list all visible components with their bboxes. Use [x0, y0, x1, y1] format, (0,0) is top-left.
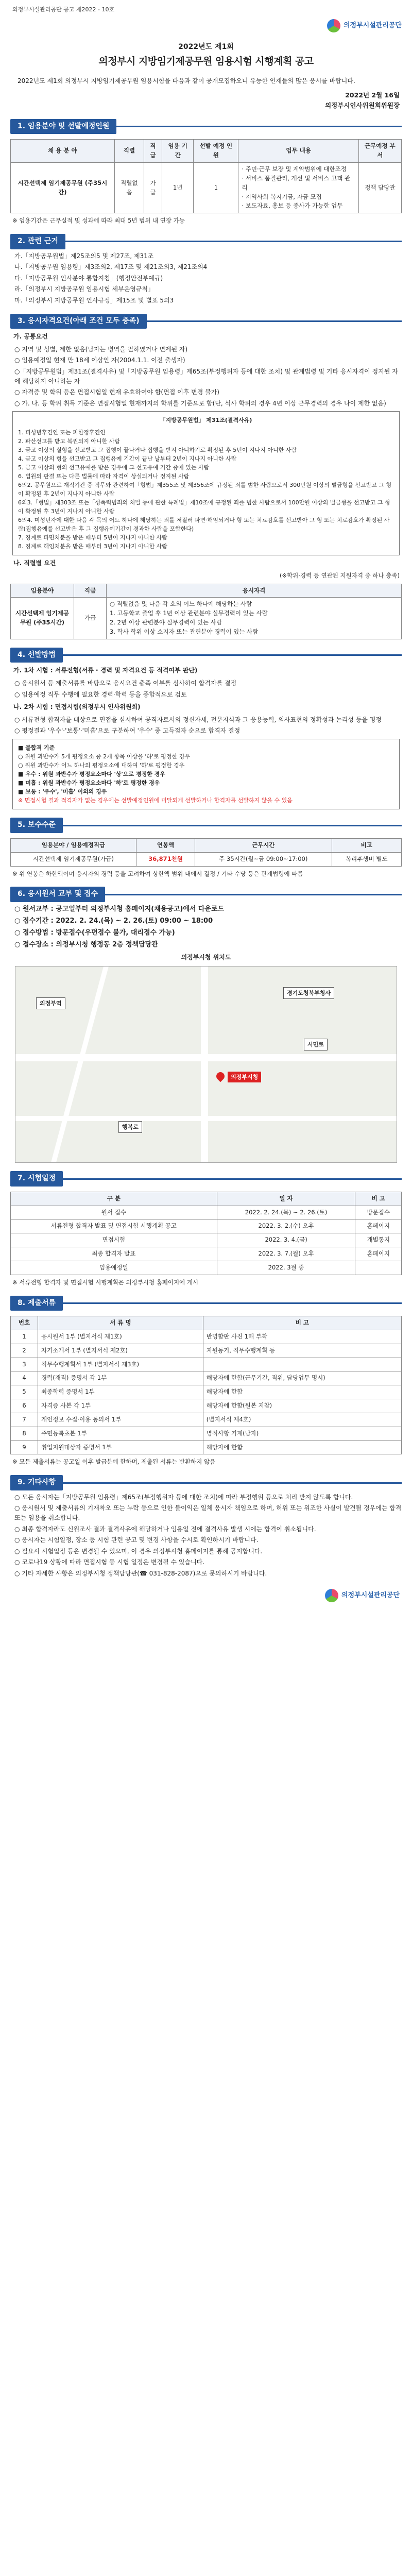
step2-list — [10, 715, 402, 736]
table-cell: (별지서식 제4호) — [203, 1413, 401, 1427]
common-requirements-list — [10, 345, 402, 409]
table-cell: 자격증 사본 각 1부 — [38, 1399, 203, 1413]
org-name: 의정부시설관리공단 — [343, 21, 402, 29]
list-item: ○ 위원 과반수가 5개 평정요소 중 2개 항목 이상을 '하'로 평정한 경우 — [18, 753, 190, 760]
list-item: ○ 원서교부 : 공고일부터 의정부시청 홈페이지(채용공고)에서 다운로드 — [14, 905, 225, 913]
table-cell: 2022. 2. 24.(목) ~ 2. 26.(토) — [217, 1206, 355, 1219]
table-cell: 6 — [11, 1399, 38, 1413]
table-header: 비고 — [332, 838, 401, 852]
list-item: 5. 금고 이상의 형의 선고유예를 받은 경우에 그 선고유예 기간 중에 있는 사람 — [18, 464, 210, 471]
table-cell: 2 — [11, 1344, 38, 1358]
notice-page — [10, 0, 402, 1602]
table-row — [11, 852, 402, 866]
title-sub: 2022년도 제1회 — [178, 43, 234, 52]
location-pin-icon — [215, 1071, 227, 1082]
map-label: 시민로 — [304, 1039, 328, 1050]
table-cell: 2022. 3. 4.(금) — [217, 1233, 355, 1247]
legal-basis-list — [10, 251, 402, 306]
table-cell — [355, 1261, 402, 1275]
table-cell: 개별통지 — [355, 1233, 402, 1247]
table-cell: 취업지원대상자 증명서 1부 — [38, 1440, 203, 1454]
table-row — [11, 1247, 402, 1261]
table-cell: 홈페이지 — [355, 1219, 402, 1233]
notice-number: 의정부시설관리공단 공고 제2022 - 10호 — [12, 6, 115, 13]
table-row — [11, 1427, 402, 1440]
table-row — [11, 1233, 402, 1247]
documents-table — [10, 1316, 402, 1454]
list-item: ○ 자격증 및 학위 등은 면접시험일 현재 유효하여야 함(면접 이후 변경 불가) — [14, 388, 219, 396]
table-row — [11, 1330, 402, 1344]
list-item: ○ 기타 자세한 사항은 의정부시청 정책담당관(☎ 031-828-2087)으로 문의하시기 바랍니다. — [14, 1570, 267, 1578]
table-cell: 자기소개서 1부 (별지서식 제2호) — [38, 1344, 203, 1358]
section-note: (※학위·경력 등 연관된 지원자격 중 하나 충족) — [279, 571, 400, 579]
list-item: 마.「의정부시 지방공무원 인사규정」제15조 및 별표 5의3 — [14, 297, 174, 304]
list-item: ※ 면접시험 결과 적격자가 없는 경우에는 선발예정인원에 미달되게 선발하거나 합격자를 선발하지 않을 수 있음 — [18, 797, 293, 804]
application-list — [10, 904, 402, 951]
table-cell: 2022. 3. 2.(수) 오후 — [217, 1219, 355, 1233]
table-header: 채 용 분 야 — [11, 140, 115, 163]
table-header: 비 고 — [355, 1192, 402, 1206]
table-header-row — [11, 584, 402, 598]
table-cell: 주 35시간(월~금 09:00~17:00) — [195, 852, 332, 866]
section-title: 5. 보수수준 — [10, 818, 63, 833]
subsection-title: 나. 2차 시험 : 면접시험(의정부시 인사위원회) — [13, 703, 141, 711]
table-row — [11, 1206, 402, 1219]
table-cell: 면접시험 — [11, 1233, 217, 1247]
list-item: ■ 미흡 : 위원 과반수가 평정요소마다 '하'로 평정한 경우 — [18, 779, 160, 787]
list-item: ○ 응시원서 및 제출서류의 기재착오 또는 누락 등으로 인한 불이익은 일체 응시자 책임으로 하며, 허위 또는 위조한 사실이 발견될 경우에는 합격 또는 임용을 취소합니다. — [14, 1504, 402, 1522]
table-cell: 해당자에 한함 — [203, 1440, 401, 1454]
list-item: 6. 법원의 판결 또는 다른 법률에 따라 자격이 상실되거나 정지된 사람 — [18, 472, 190, 480]
issuer: 의정부시인사위원회위원장 — [325, 101, 400, 109]
org-logo — [327, 19, 402, 32]
table-cell: 홈페이지 — [355, 1247, 402, 1261]
table-header: 직렬 — [114, 140, 144, 163]
list-item: ○ 접수기간 : 2022. 2. 24.(목) ~ 2. 26.(토) 09:00 ~ 18:00 — [14, 917, 213, 925]
section-1-header — [10, 119, 402, 134]
table-header: 직급 — [74, 584, 107, 598]
table-header: 임용분야 / 임용예정직급 — [11, 838, 136, 852]
section-title: 7. 시험일정 — [10, 1171, 63, 1187]
section-4-header — [10, 648, 402, 663]
section-title: 1. 임용분야 및 선발예정인원 — [10, 119, 116, 134]
table-cell: 정책 담당관 — [358, 163, 401, 213]
list-item: ○ 코로나19 상황에 따라 면접시험 등 시험 일정은 변경될 수 있습니다. — [14, 1558, 205, 1566]
location-map — [15, 966, 397, 1163]
section-6-header — [10, 887, 402, 902]
table-header-row — [11, 140, 402, 163]
list-item: ○ 임용예정 직무 수행에 필요한 경력·학력 등을 종합적으로 검토 — [14, 690, 187, 698]
box-title: 「지방공무원법」 제31조(결격사유) — [160, 417, 252, 424]
table-cell: 1 — [194, 163, 238, 213]
table-header-row — [11, 838, 402, 852]
list-item: ○ 평정결과 '우수'·'보통'·'미흡'으로 구분하여 '우수' 중 고득점자 순으로 합격자 결정 — [14, 727, 241, 735]
table-row — [11, 1371, 402, 1385]
list-item: ○ 최종 합격자라도 신원조사 결과 결격사유에 해당하거나 임용일 전에 결격사유 발생 시에는 합격이 취소됩니다. — [14, 1525, 316, 1533]
table-header-row — [11, 1192, 402, 1206]
list-item: 4. 금고 이상의 형을 선고받고 그 집행유예 기간이 끝난 날부터 2년이 지나지 아니한 사람 — [18, 455, 237, 462]
table-cell: 시간선택제 임기제공무원 (주35시간) — [11, 163, 115, 213]
section-9-header — [10, 1475, 402, 1490]
table-cell: 반명함판 사진 1매 부착 — [203, 1330, 401, 1344]
table-header: 근무시간 — [195, 838, 332, 852]
list-item: ○ 접수방법 : 방문접수(우편접수 불가, 대리접수 가능) — [14, 929, 175, 937]
section-7-header — [10, 1171, 402, 1187]
table-header: 직급 — [144, 140, 162, 163]
section-note: ※ 위 연봉은 하한액이며 응시자의 경력 등을 고려하여 상한액 범위 내에서 결정 / 기타 수당 등은 관계법령에 따름 — [12, 870, 303, 877]
table-header: 구 분 — [11, 1192, 217, 1206]
section-title: 6. 응시원서 교부 및 접수 — [10, 887, 105, 902]
map-road — [201, 967, 208, 1162]
table-cell: 시간선택제 임기제공무원 (주35시간) — [11, 598, 74, 639]
list-item: ○ 서류전형 합격자를 대상으로 면접을 실시하여 공직자로서의 정신자세, 전문지식과 그 응용능력, 의사표현의 정확성과 논리성 등을 평정 — [14, 716, 382, 723]
map-road — [15, 1116, 397, 1121]
requirements-table — [10, 584, 402, 639]
list-item: ○ 모든 응시자는「지방공무원 임용령」제65조(부정행위자 등에 대한 조치)에 따라 부정행위 등으로 처리 받지 않도록 합니다. — [14, 1493, 353, 1501]
list-item: 가.「지방공무원법」제25조의5 및 제27조, 제31조 — [14, 252, 154, 260]
subsection-title: 가. 1차 시험 : 서류전형(서류 · 경력 및 자격요건 등 적격여부 판단) — [13, 667, 198, 674]
date-org — [10, 90, 400, 111]
table-header: 근무예정 부서 — [358, 140, 401, 163]
table-cell: 직렬없음 — [114, 163, 144, 213]
footer-org-name: 의정부시설관리공단 — [341, 1591, 400, 1599]
table-cell: 원서 접수 — [11, 1206, 217, 1219]
table-cell: 1년 — [162, 163, 194, 213]
section-3-header — [10, 314, 402, 329]
table-row — [11, 1344, 402, 1358]
table-header: 업무 내용 — [238, 140, 358, 163]
intro-text: 2022년도 제1회 의정부시 지방임기제공무원 임용시험을 다음과 같이 공개모집하오니 유능한 인재들의 많은 응시를 바랍니다. — [18, 77, 355, 85]
table-cell: 해당자에 한함(원본 지참) — [203, 1399, 401, 1413]
table-row — [11, 1385, 402, 1399]
salary-table — [10, 838, 402, 867]
table-cell: ○ 직렬없음 및 다음 각 호의 어느 하나에 해당하는 사람 1. 고등학교 졸업 후 1년 이상 관련분야 실무경력이 있는 사람 2. 2년 이상 관련분야 실무경력이 있는 사람 3. 학사 학위 이상 소지자 또는 관련분야 경력이 있는 사람 — [107, 598, 402, 639]
table-row — [11, 1358, 402, 1371]
table-header: 비 고 — [203, 1316, 401, 1330]
table-cell: 최종 합격자 발표 — [11, 1247, 217, 1261]
org-logo-icon — [327, 19, 340, 32]
list-item: 7. 징계로 파면처분을 받은 때부터 5년이 지나지 아니한 사람 — [18, 534, 167, 541]
table-header: 응시자격 — [107, 584, 402, 598]
list-item: ○ 필요시 시험일정 등은 변경될 수 있으며, 이 경우 의정부시청 홈페이지를 통해 공지합니다. — [14, 1547, 263, 1555]
list-item: ○ 접수장소 : 의정부시청 행정동 2층 정책담당관 — [14, 941, 158, 949]
schedule-table — [10, 1192, 402, 1275]
table-cell: 개인정보 수집·이용 동의서 1부 — [38, 1413, 203, 1427]
table-cell: 응시원서 1부 (별지서식 제1호) — [38, 1330, 203, 1344]
section-title: 8. 제출서류 — [10, 1296, 63, 1311]
table-cell: 최종학력 증명서 1부 — [38, 1385, 203, 1399]
table-cell: 복리후생비 별도 — [332, 852, 401, 866]
map-marker-label: 의정부시청 — [228, 1072, 261, 1082]
section-note: ※ 서류전형 합격자 및 면접시험 시행계획은 의정부시청 홈페이지에 게시 — [12, 1278, 199, 1286]
table-header: 서 류 명 — [38, 1316, 203, 1330]
list-item: 나.「지방공무원 임용령」제3조의2, 제17조 및 제21조의3, 제21조의4 — [14, 263, 208, 271]
table-cell: 2022. 3월 중 — [217, 1261, 355, 1275]
section-title: 4. 선발방법 — [10, 648, 63, 663]
list-item: 2. 파산선고를 받고 복권되지 아니한 사람 — [18, 437, 120, 445]
table-cell: 직무수행계획서 1부 (별지서식 제3호) — [38, 1358, 203, 1371]
header — [10, 19, 402, 32]
table-header: 연봉액 — [136, 838, 195, 852]
section-2-header — [10, 234, 402, 249]
page-title: 의정부시 지방임기제공무원 임용시험 시행계획 공고 — [98, 55, 314, 67]
table-cell: · 주민·근무 보장 및 계약범위에 대한조정 · 서비스 품질관리, 개선 및 서비스 고객 관리 · 지역사회 복지기금, 자금 모집 · 보도자료, 홍보 등 종사가 가능한 업무 — [238, 163, 358, 213]
table-row — [11, 1219, 402, 1233]
map-label: 의정부역 — [36, 997, 65, 1009]
list-item: ○ 임용예정일 현재 만 18세 이상인 자(2004.1.1. 이전 출생자) — [14, 357, 185, 364]
table-row — [11, 1440, 402, 1454]
list-item: 다.「지방공무원 인사분야 통합지침」(행정안전부예규) — [14, 274, 163, 282]
table-cell: 4 — [11, 1371, 38, 1385]
table-cell: 7 — [11, 1413, 38, 1427]
table-header: 일 자 — [217, 1192, 355, 1206]
step1-list — [10, 679, 402, 699]
list-item: ○ 가. 나. 등 학위 취득 기준은 면접시험일 현재까지의 학위를 기준으로 함(단, 석사 학위의 경우 4년 이상 근무경력의 경우 나이 제한 없음) — [14, 399, 386, 407]
section-title: 2. 관련 근거 — [10, 234, 65, 249]
list-item: 1. 피성년후견인 또는 피한정후견인 — [18, 429, 106, 436]
list-item: ○ 응시자는 시험일정, 장소 등 시험 관련 공고 및 변경 사항을 수시로 확인하시기 바랍니다. — [14, 1536, 259, 1544]
positions-table — [10, 139, 402, 213]
list-item: ○ 위원 과반수가 어느 하나의 평정요소에 대하여 '하'로 평정한 경우 — [18, 761, 185, 769]
table-cell: 시간선택제 임기제공무원(가급) — [11, 852, 136, 866]
table-row — [11, 1261, 402, 1275]
table-cell: 가급 — [144, 163, 162, 213]
title-block — [10, 42, 402, 69]
table-cell — [203, 1358, 401, 1371]
list-item: 6의3.「형법」제303조 또는「성폭력범죄의 처벌 등에 관한 특례법」제10조에 규정된 죄를 범한 사람으로서 100만원 이상의 벌금형을 선고받고 그 형이 확정된 후 3년이 지나지 아니한 사람 — [18, 499, 390, 515]
org-logo-icon — [325, 1589, 338, 1602]
table-header-row — [11, 1316, 402, 1330]
list-item: 3. 금고 이상의 실형을 선고받고 그 집행이 끝나거나 집행을 받지 아니하기로 확정된 후 5년이 지나지 아니한 사람 — [18, 446, 297, 453]
table-header: 번호 — [11, 1316, 38, 1330]
section-8-header — [10, 1296, 402, 1311]
table-cell: 가급 — [74, 598, 107, 639]
section-note: ※ 임용기간은 근무실적 및 성과에 따라 최대 5년 범위 내 연장 가능 — [12, 217, 185, 225]
table-cell: 경력(재직) 증명서 각 1부 — [38, 1371, 203, 1385]
table-cell: 5 — [11, 1385, 38, 1399]
table-cell: 주민등록초본 1부 — [38, 1427, 203, 1440]
section-title: 3. 응시자격요건(아래 조건 모두 충족) — [10, 314, 147, 329]
table-row — [11, 163, 402, 213]
subsection-title: 가. 공통요건 — [13, 333, 48, 341]
section-title: 9. 기타사항 — [10, 1475, 63, 1490]
map-label: 행복로 — [118, 1121, 142, 1133]
list-item: ■ 불합격 기준 — [18, 744, 55, 751]
table-cell: 9 — [11, 1440, 38, 1454]
map-road — [51, 967, 109, 1162]
evaluation-criteria-box — [12, 739, 400, 809]
table-row — [11, 1399, 402, 1413]
table-header: 선발 예정 인원 — [194, 140, 238, 163]
table-cell: 1 — [11, 1330, 38, 1344]
list-item: ○「지방공무원법」제31조(결격사유) 및「지방공무원 임용령」제65조(부정행위자 등에 대한 조치) 및 관계법령 및 기타 응시자격이 정지된 자에 해당하지 아니하는 자 — [14, 368, 398, 385]
section-note: ※ 모든 제출서류는 공고일 이후 발급분에 한하며, 제출된 서류는 반환하지 않음 — [12, 1458, 216, 1466]
table-cell: 병적사항 기재(남자) — [203, 1427, 401, 1440]
list-item: 6의4. 미성년자에 대한 다음 각 목의 어느 하나에 해당하는 죄를 저질러 파면·해임되거나 형 또는 치료감호를 선고받아 그 형 또는 치료감호가 확정된 사람(집행유예를 선고받은 후 그 집행유예기간이 경과한 사람을 포함한다) — [18, 516, 390, 533]
list-item: ■ 우수 : 위원 과반수가 평정요소마다 '상'으로 평정한 경우 — [18, 771, 165, 778]
table-header: 임용분야 — [11, 584, 74, 598]
list-item: 6의2. 공무원으로 재직기간 중 직무와 관련하여「형법」제355조 및 제356조에 규정된 죄를 범한 사람으로서 300만원 이상의 벌금형을 선고받고 그 형이 확정된 후 2년이 지나지 아니한 사람 — [18, 481, 392, 497]
subsection-title: 나. 직렬별 요건 — [13, 560, 56, 567]
list-item: ○ 응시원서 등 제출서류를 바탕으로 응시요건 충족 여부를 심사하여 합격자를 결정 — [14, 679, 237, 687]
table-cell: 36,871천원 — [136, 852, 195, 866]
list-item: 8. 징계로 해임처분을 받은 때부터 3년이 지나지 아니한 사람 — [18, 543, 167, 550]
table-cell: 3 — [11, 1358, 38, 1371]
footer-logo — [12, 1589, 400, 1602]
map-label: 경기도청북부청사 — [283, 987, 334, 999]
table-cell: 8 — [11, 1427, 38, 1440]
notice-date: 2022년 2월 16일 — [345, 91, 400, 99]
list-item: ○ 지역 및 성별, 제한 없음(남자는 병역을 필하였거나 면제된 자) — [14, 345, 188, 353]
table-cell: 임용예정일 — [11, 1261, 217, 1275]
table-header: 임용 기간 — [162, 140, 194, 163]
list-item: ■ 보통 : '우수', '미흡' 이외의 경우 — [18, 788, 107, 795]
table-cell: 방문접수 — [355, 1206, 402, 1219]
table-row — [11, 1413, 402, 1427]
section-5-header — [10, 818, 402, 833]
map-title: 의정부시청 위치도 — [181, 953, 231, 961]
table-row — [11, 598, 402, 639]
list-item: 라.「의정부시 지방공무원 임용시험 세부운영규칙」 — [14, 285, 154, 293]
disqualification-box — [12, 411, 400, 555]
table-cell: 2022. 3. 7.(월) 오후 — [217, 1247, 355, 1261]
table-cell: 지원동기, 직무수행계획 등 — [203, 1344, 401, 1358]
table-cell: 해당자에 한함(근무기간, 직위, 담당업무 명시) — [203, 1371, 401, 1385]
table-cell: 해당자에 한함 — [203, 1385, 401, 1399]
table-cell: 서류전형 합격자 발표 및 면접시험 시행계획 공고 — [11, 1219, 217, 1233]
misc-list — [10, 1493, 402, 1579]
